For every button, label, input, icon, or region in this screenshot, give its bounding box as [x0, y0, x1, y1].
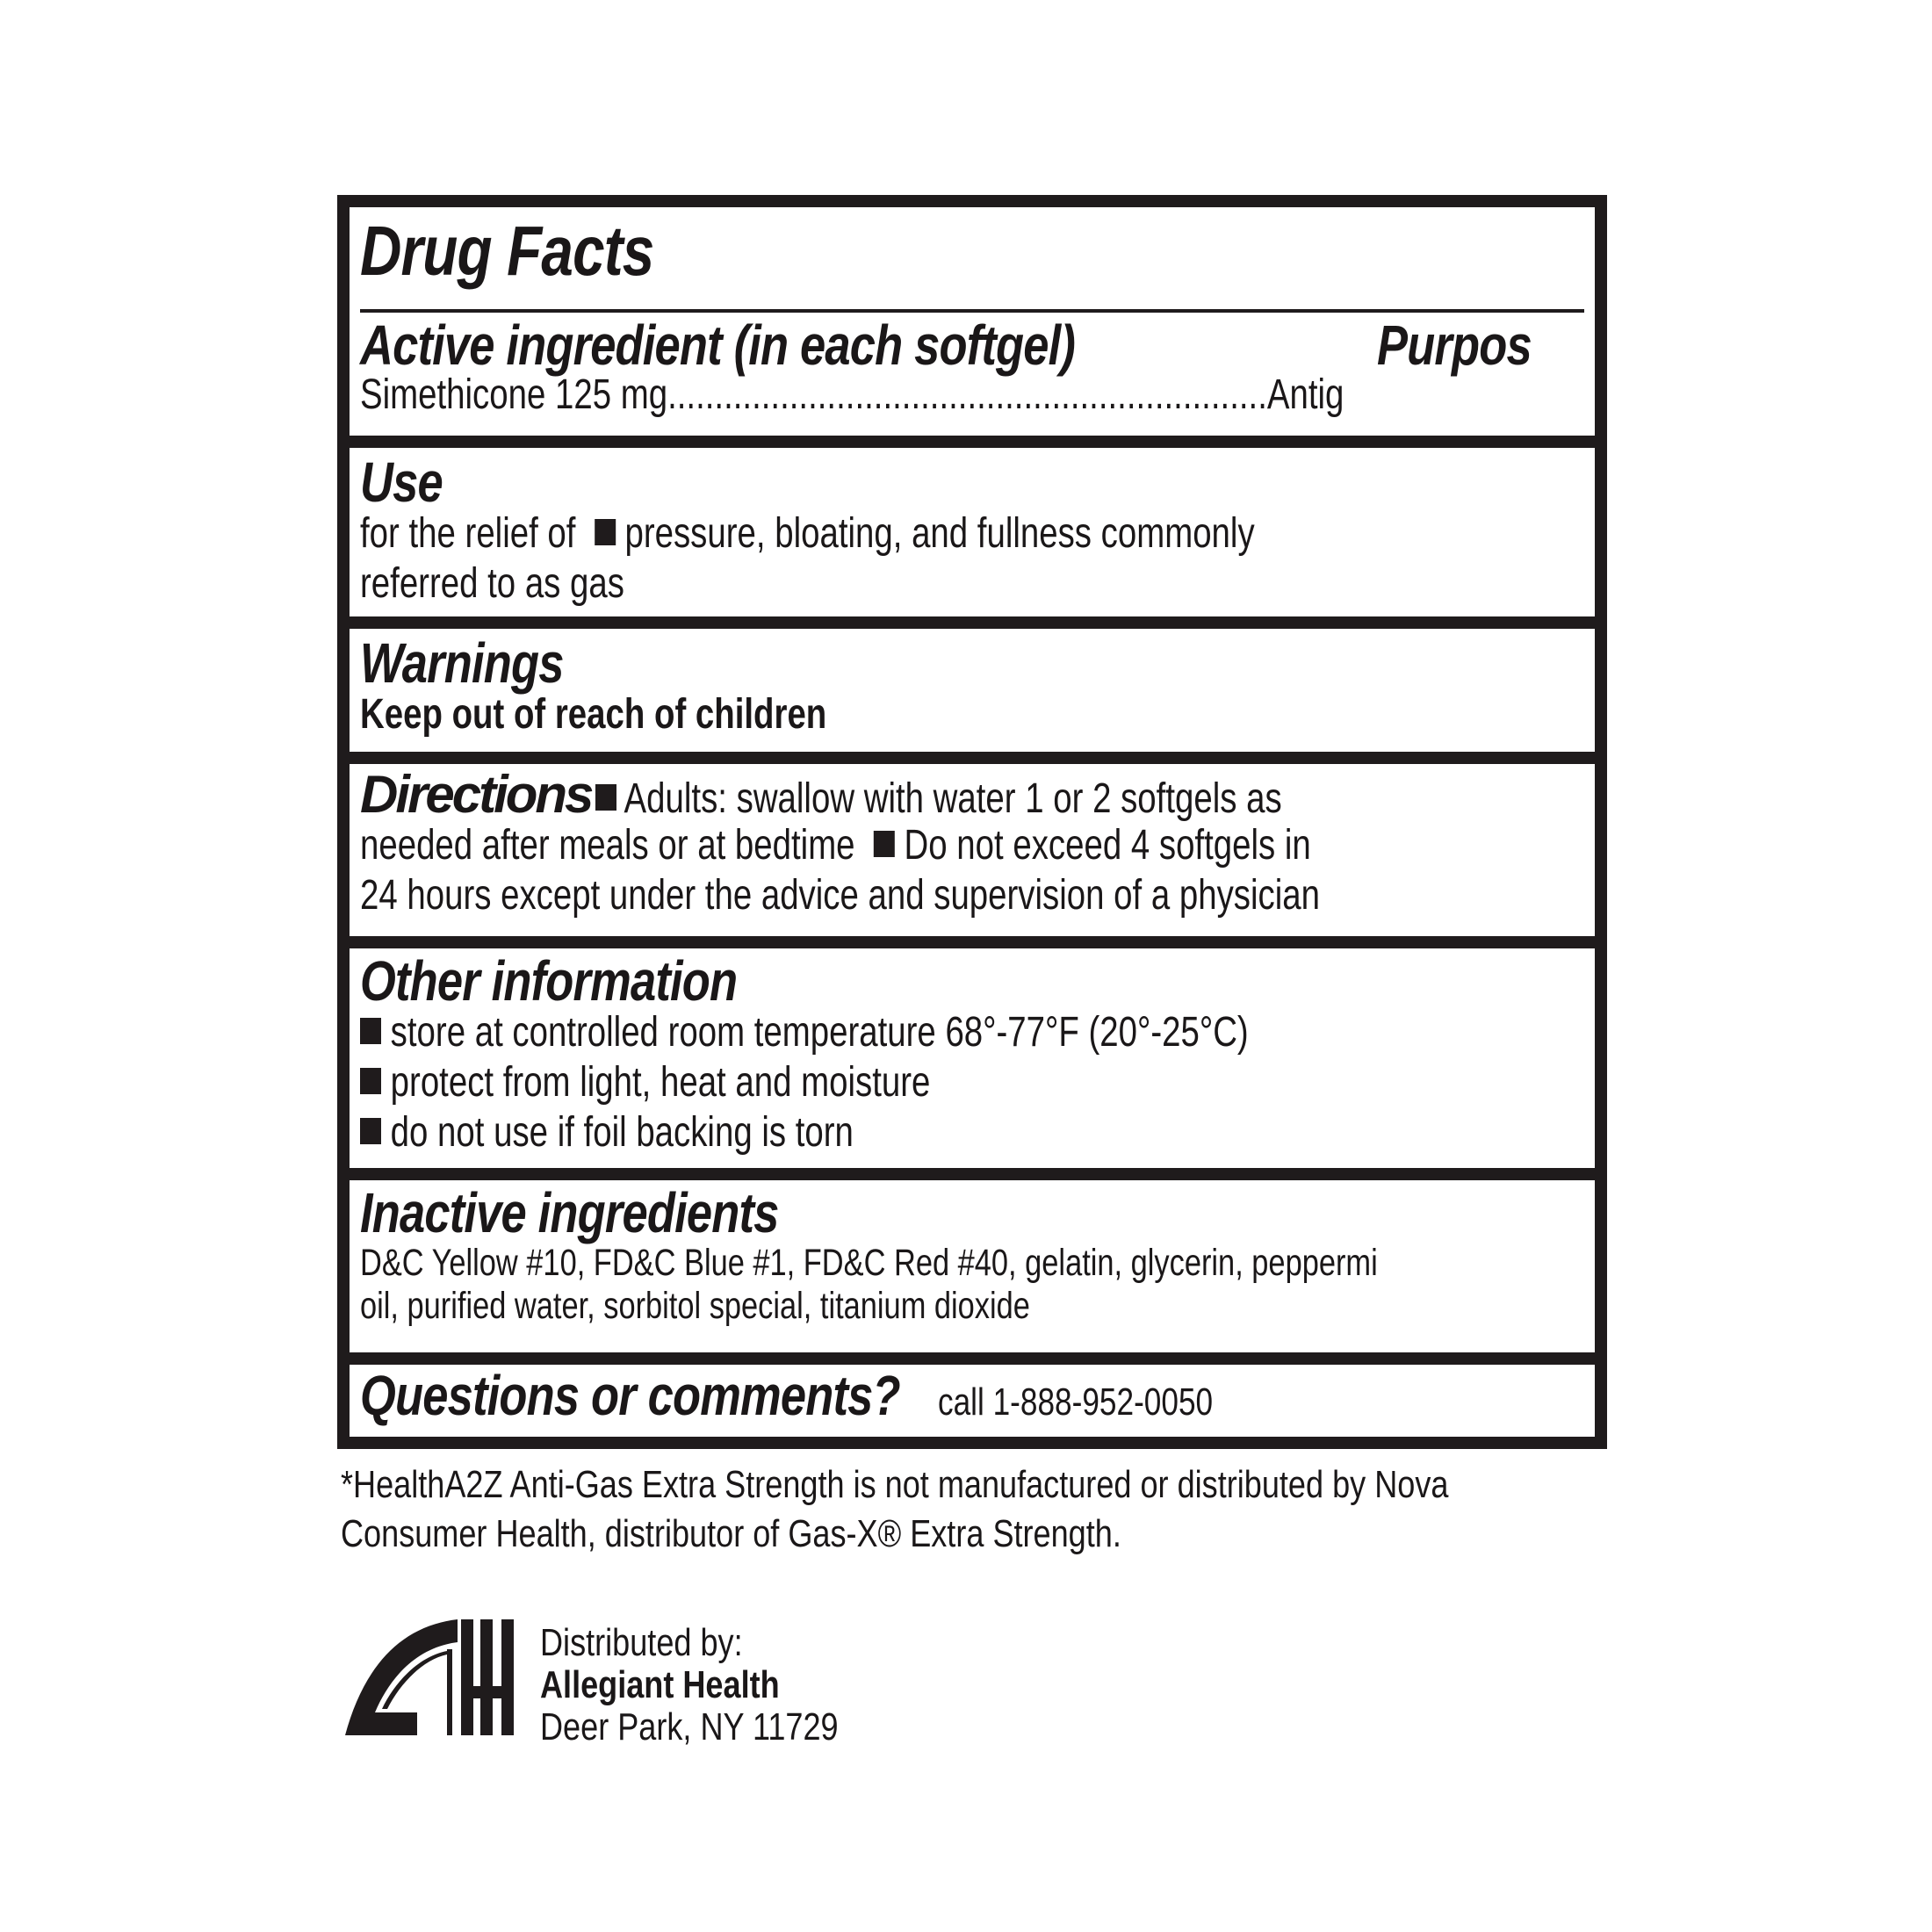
- questions-phone: call 1-888-952-0050: [938, 1381, 1214, 1424]
- directions-heading: Directions: [360, 765, 592, 824]
- use-line-1: [360, 509, 1348, 558]
- page-title: Drug Facts: [360, 212, 654, 290]
- bullet-icon: [595, 784, 616, 811]
- drug-facts-panel: [337, 195, 1607, 1449]
- bullet-icon: [874, 831, 895, 857]
- inactive-line-1: D&C Yellow #10, FD&C Blue #1, FD&C Red #40, gelatin, glycerin, peppermi: [360, 1242, 1378, 1284]
- distributor-name: Allegiant Health: [540, 1663, 780, 1706]
- other-information-section: [350, 948, 1595, 1157]
- ingredient-name: Simethicone 125 mg: [360, 371, 668, 418]
- purpose-heading: Purpos: [1377, 314, 1532, 377]
- use-item: pressure, bloating, and fullness commonly: [624, 510, 1255, 557]
- section-divider: [350, 936, 1595, 948]
- directions-line-1: [360, 764, 1595, 825]
- title-section: [350, 211, 1595, 292]
- use-section: [350, 450, 1595, 608]
- directions-line-3: 24 hours except under the advice and supervision of a physician: [360, 872, 1320, 919]
- directions-line-2: [360, 821, 1348, 869]
- ah-logo-icon: [345, 1618, 515, 1737]
- directions-item-1-cont: needed after meals or at bedtime: [360, 822, 855, 869]
- warnings-section: [350, 631, 1595, 739]
- inactive-ingredients-heading: Inactive ingredients: [360, 1181, 779, 1244]
- distributed-by-label: Distributed by:: [540, 1621, 743, 1664]
- section-divider: [350, 752, 1595, 764]
- section-divider: [350, 436, 1595, 448]
- other-item-text: do not use if foil backing is torn: [390, 1109, 854, 1156]
- distributor-address: Deer Park, NY 11729: [540, 1705, 839, 1748]
- section-divider: [350, 616, 1595, 629]
- other-item: [360, 1008, 1348, 1056]
- purpose-value: Antig: [1266, 371, 1344, 418]
- use-line-2: referred to as gas: [360, 560, 624, 607]
- bullet-icon: [360, 1018, 381, 1044]
- disclaimer-line-2: Consumer Health, distributor of Gas-X® Extra Strength.: [341, 1512, 1121, 1555]
- directions-section: [350, 764, 1595, 919]
- other-item-text: store at controlled room temperature 68°-77°F (20°-25°C): [390, 1009, 1249, 1056]
- directions-item-1: Adults: swallow with water 1 or 2 softgels as: [624, 775, 1282, 822]
- other-item: [360, 1108, 1348, 1157]
- active-ingredient-line: [360, 371, 1344, 419]
- use-lead: for the relief of: [360, 510, 576, 557]
- questions-section: [350, 1363, 1595, 1428]
- active-ingredient-heading: Active ingredient (in each softgel): [360, 314, 1076, 377]
- inactive-line-2: oil, purified water, sorbitol special, titanium dioxide: [360, 1285, 1030, 1327]
- dot-leader: ................................................................: [667, 371, 1267, 418]
- section-divider: [350, 1168, 1595, 1180]
- bullet-icon: [360, 1068, 381, 1094]
- bullet-icon: [360, 1118, 381, 1144]
- questions-heading: Questions or comments?: [360, 1364, 900, 1427]
- use-heading: Use: [360, 451, 443, 514]
- directions-item-2: Do not exceed 4 softgels in: [904, 822, 1311, 869]
- bullet-icon: [595, 519, 616, 545]
- other-item: [360, 1058, 1348, 1107]
- warnings-heading: Warnings: [360, 631, 564, 695]
- disclaimer-line-1: *HealthA2Z Anti-Gas Extra Strength is not manufactured or distributed by Nova: [341, 1463, 1449, 1506]
- other-item-text: protect from light, heat and moisture: [390, 1059, 931, 1106]
- inactive-ingredients-section: [350, 1180, 1595, 1328]
- other-information-heading: Other information: [360, 949, 738, 1013]
- active-ingredient-section: [350, 313, 1595, 418]
- warnings-text: Keep out of reach of children: [360, 691, 827, 738]
